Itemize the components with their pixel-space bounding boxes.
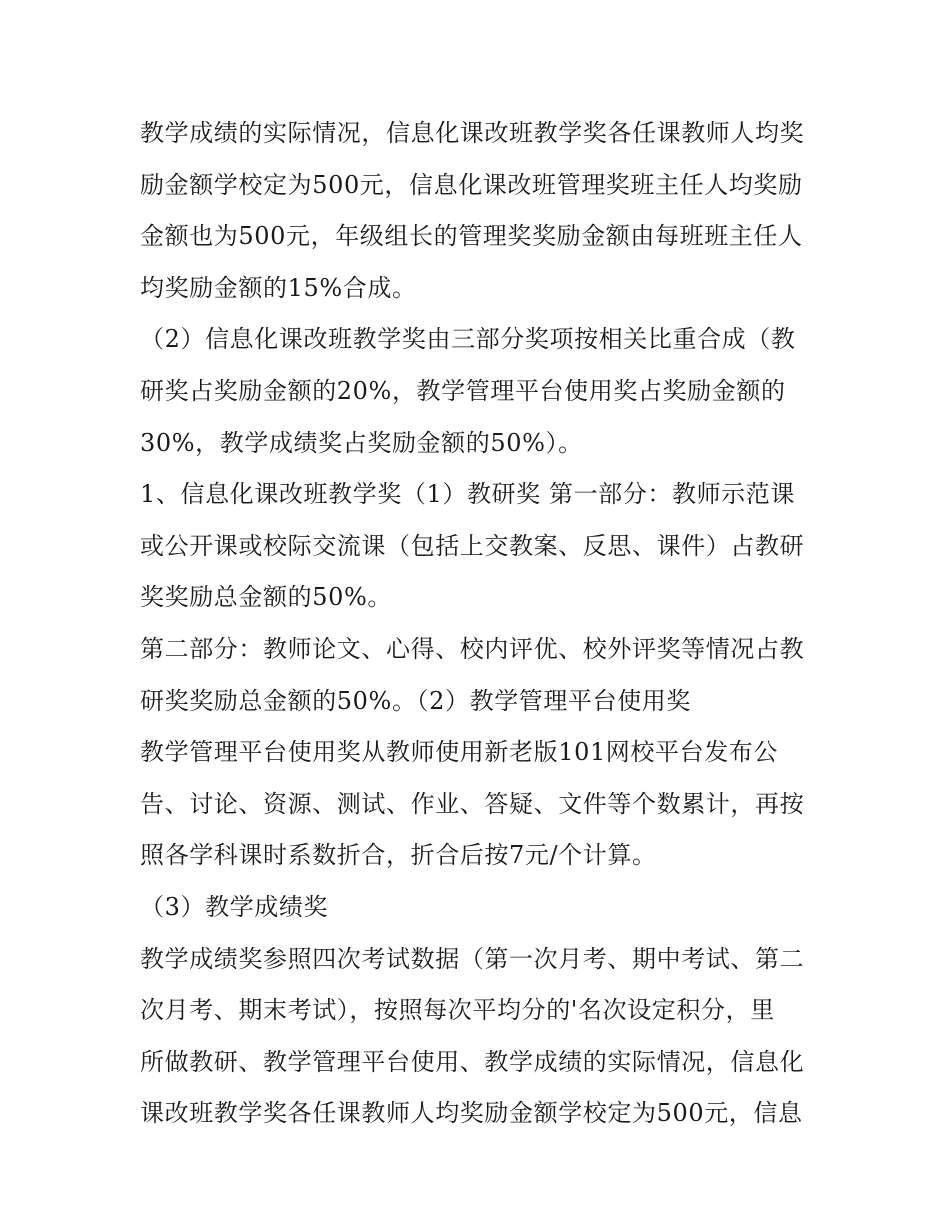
text-line: 次月考、期末考试），按照每次平均分的'名次设定积分，里 xyxy=(140,996,775,1025)
text-line: 励金额学校定为500元，信息化课改班管理奖班主任人均奖励 xyxy=(140,170,803,199)
text-line: 第二部分：教师论文、心得、校内评优、校外评奖等情况占教 xyxy=(140,634,805,663)
text-line: （3）教学成绩奖 xyxy=(140,892,329,921)
text-line: 课改班教学奖各任课教师人均奖励金额学校定为500元，信息 xyxy=(140,1099,803,1128)
text-line: 均奖励金额的15%合成。 xyxy=(140,273,417,302)
text-line: 教学成绩奖参照四次考试数据（第一次月考、期中考试、第二 xyxy=(140,944,805,973)
text-line: （2）信息化课改班教学奖由三部分奖项按相关比重合成（教 xyxy=(140,325,796,354)
text-line: 或公开课或校际交流课（包括上交教案、反思、课件）占教研 xyxy=(140,531,805,560)
document-page xyxy=(140,108,840,1140)
text-line: 告、讨论、资源、测试、作业、答疑、文件等个数累计，再按 xyxy=(140,789,805,818)
text-line: 金额也为500元，年级组长的管理奖奖励金额由每班班主任人 xyxy=(140,222,803,251)
text-line: 教学成绩的实际情况，信息化课改班教学奖各任课教师人均奖 xyxy=(140,119,805,147)
text-line: 奖奖励总金额的50%。 xyxy=(140,583,392,612)
text-line: 30%，教学成绩奖占奖励金额的50%）。 xyxy=(140,428,583,457)
text-line: 教学管理平台使用奖从教师使用新老版101网校平台发布公 xyxy=(140,738,779,767)
text-line: 所做教研、教学管理平台使用、教学成绩的实际情况，信息化 xyxy=(140,1047,805,1076)
text-line: 研奖奖励总金额的50%。（2）教学管理平台使用奖 xyxy=(140,686,692,715)
text-line: 研奖占奖励金额的20%，教学管理平台使用奖占奖励金额的 xyxy=(140,376,786,405)
text-line: 1、信息化课改班教学奖（1）教研奖 第一部分：教师示范课 xyxy=(140,480,795,509)
text-line: 照各学科课时系数折合，折合后按7元/个计算。 xyxy=(140,841,657,870)
